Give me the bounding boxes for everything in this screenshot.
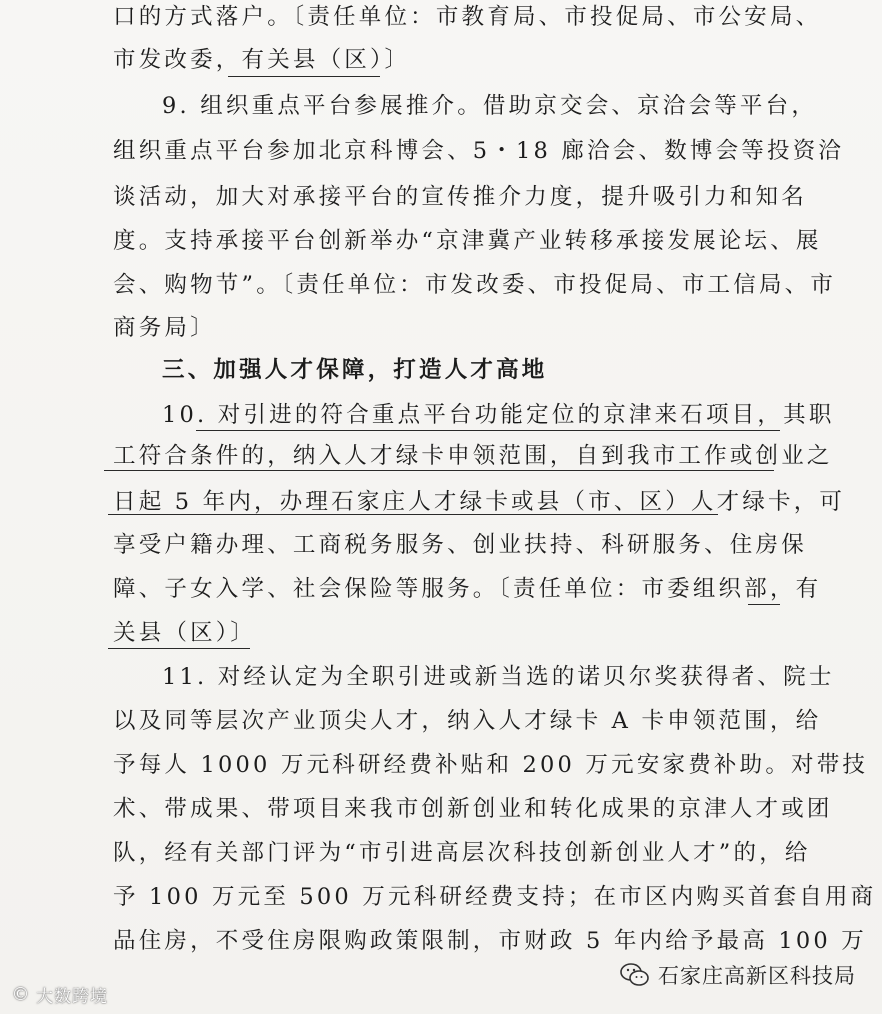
- text-line-19: 术、带成果、带项目来我市创新创业和转化成果的京津人才或团: [113, 796, 833, 822]
- text-line-1: 口的方式落户。〔责任单位：市教育局、市投促局、市公安局、: [113, 4, 822, 30]
- handwritten-underline: [228, 76, 380, 77]
- wechat-icon: [620, 962, 650, 988]
- watermark-right-text: 石家庄高新区科技局: [658, 964, 856, 988]
- text-line-15: 关县（区）〕: [113, 620, 256, 646]
- brand-logo-icon: ©: [11, 983, 31, 1005]
- source-watermark-left: [10, 982, 108, 1007]
- text-line-12: 日起 5 年内，办理石家庄人才绿卡或县（市、区）人才绿卡，可: [113, 489, 846, 515]
- text-line-18: 予每人 1000 万元科研经费补贴和 200 万元安家费补助。对带技: [113, 752, 869, 778]
- text-line-10: 10. 对引进的符合重点平台功能定位的京津来石项目，其职: [162, 402, 835, 428]
- text-line-6: 度。支持承接平台创新举办“京津冀产业转移承接发展论坛、展: [113, 228, 822, 254]
- text-line-21: 予 100 万元至 500 万元科研经费支持；在市区内购买首套自用商: [113, 884, 877, 910]
- text-line-11: 工符合条件的，纳入人才绿卡申领范围，自到我市工作或创业之: [113, 443, 833, 469]
- text-line-13: 享受户籍办理、工商税务服务、创业扶持、科研服务、住房保: [113, 532, 807, 558]
- text-line-3: 9. 组织重点平台参展推介。借助京交会、京洽会等平台，: [162, 93, 818, 119]
- text-line-4: 组织重点平台参加北京科博会、5・18 廊洽会、数博会等投资洽: [113, 138, 845, 164]
- text-line-16: 11. 对经认定为全职引进或新当选的诺贝尔奖获得者、院士: [162, 664, 835, 690]
- handwritten-underline: [108, 514, 718, 515]
- text-line-7: 会、购物节”。〔责任单位：市发改委、市投促局、市工信局、市: [113, 272, 837, 298]
- handwritten-underline: [196, 430, 780, 431]
- text-line-2: 市发改委，有关县（区）〕: [113, 47, 411, 73]
- watermark-left-text: 大数跨境: [36, 987, 108, 1007]
- section-heading: 三、加强人才保障，打造人才高地: [162, 357, 548, 383]
- text-line-14: 障、子女入学、社会保险等服务。〔责任单位：市委组织部，有: [113, 576, 822, 602]
- handwritten-underline: [108, 648, 250, 649]
- handwritten-underline: [748, 604, 780, 605]
- text-line-8: 商务局〕: [113, 315, 216, 341]
- text-line-17: 以及同等层次产业顶尖人才，纳入人才绿卡 A 卡申领范围，给: [113, 708, 822, 734]
- handwritten-underline: [104, 470, 774, 471]
- text-line-20: 队，经有关部门评为“市引进高层次科技创新创业人才”的，给: [113, 840, 811, 866]
- source-watermark-right: [620, 960, 856, 990]
- text-line-22: 品住房，不受住房限购政策限制，市财政 5 年内给予最高 100 万: [113, 928, 867, 954]
- text-line-5: 谈活动，加大对承接平台的宣传推介力度，提升吸引力和知名: [113, 184, 807, 210]
